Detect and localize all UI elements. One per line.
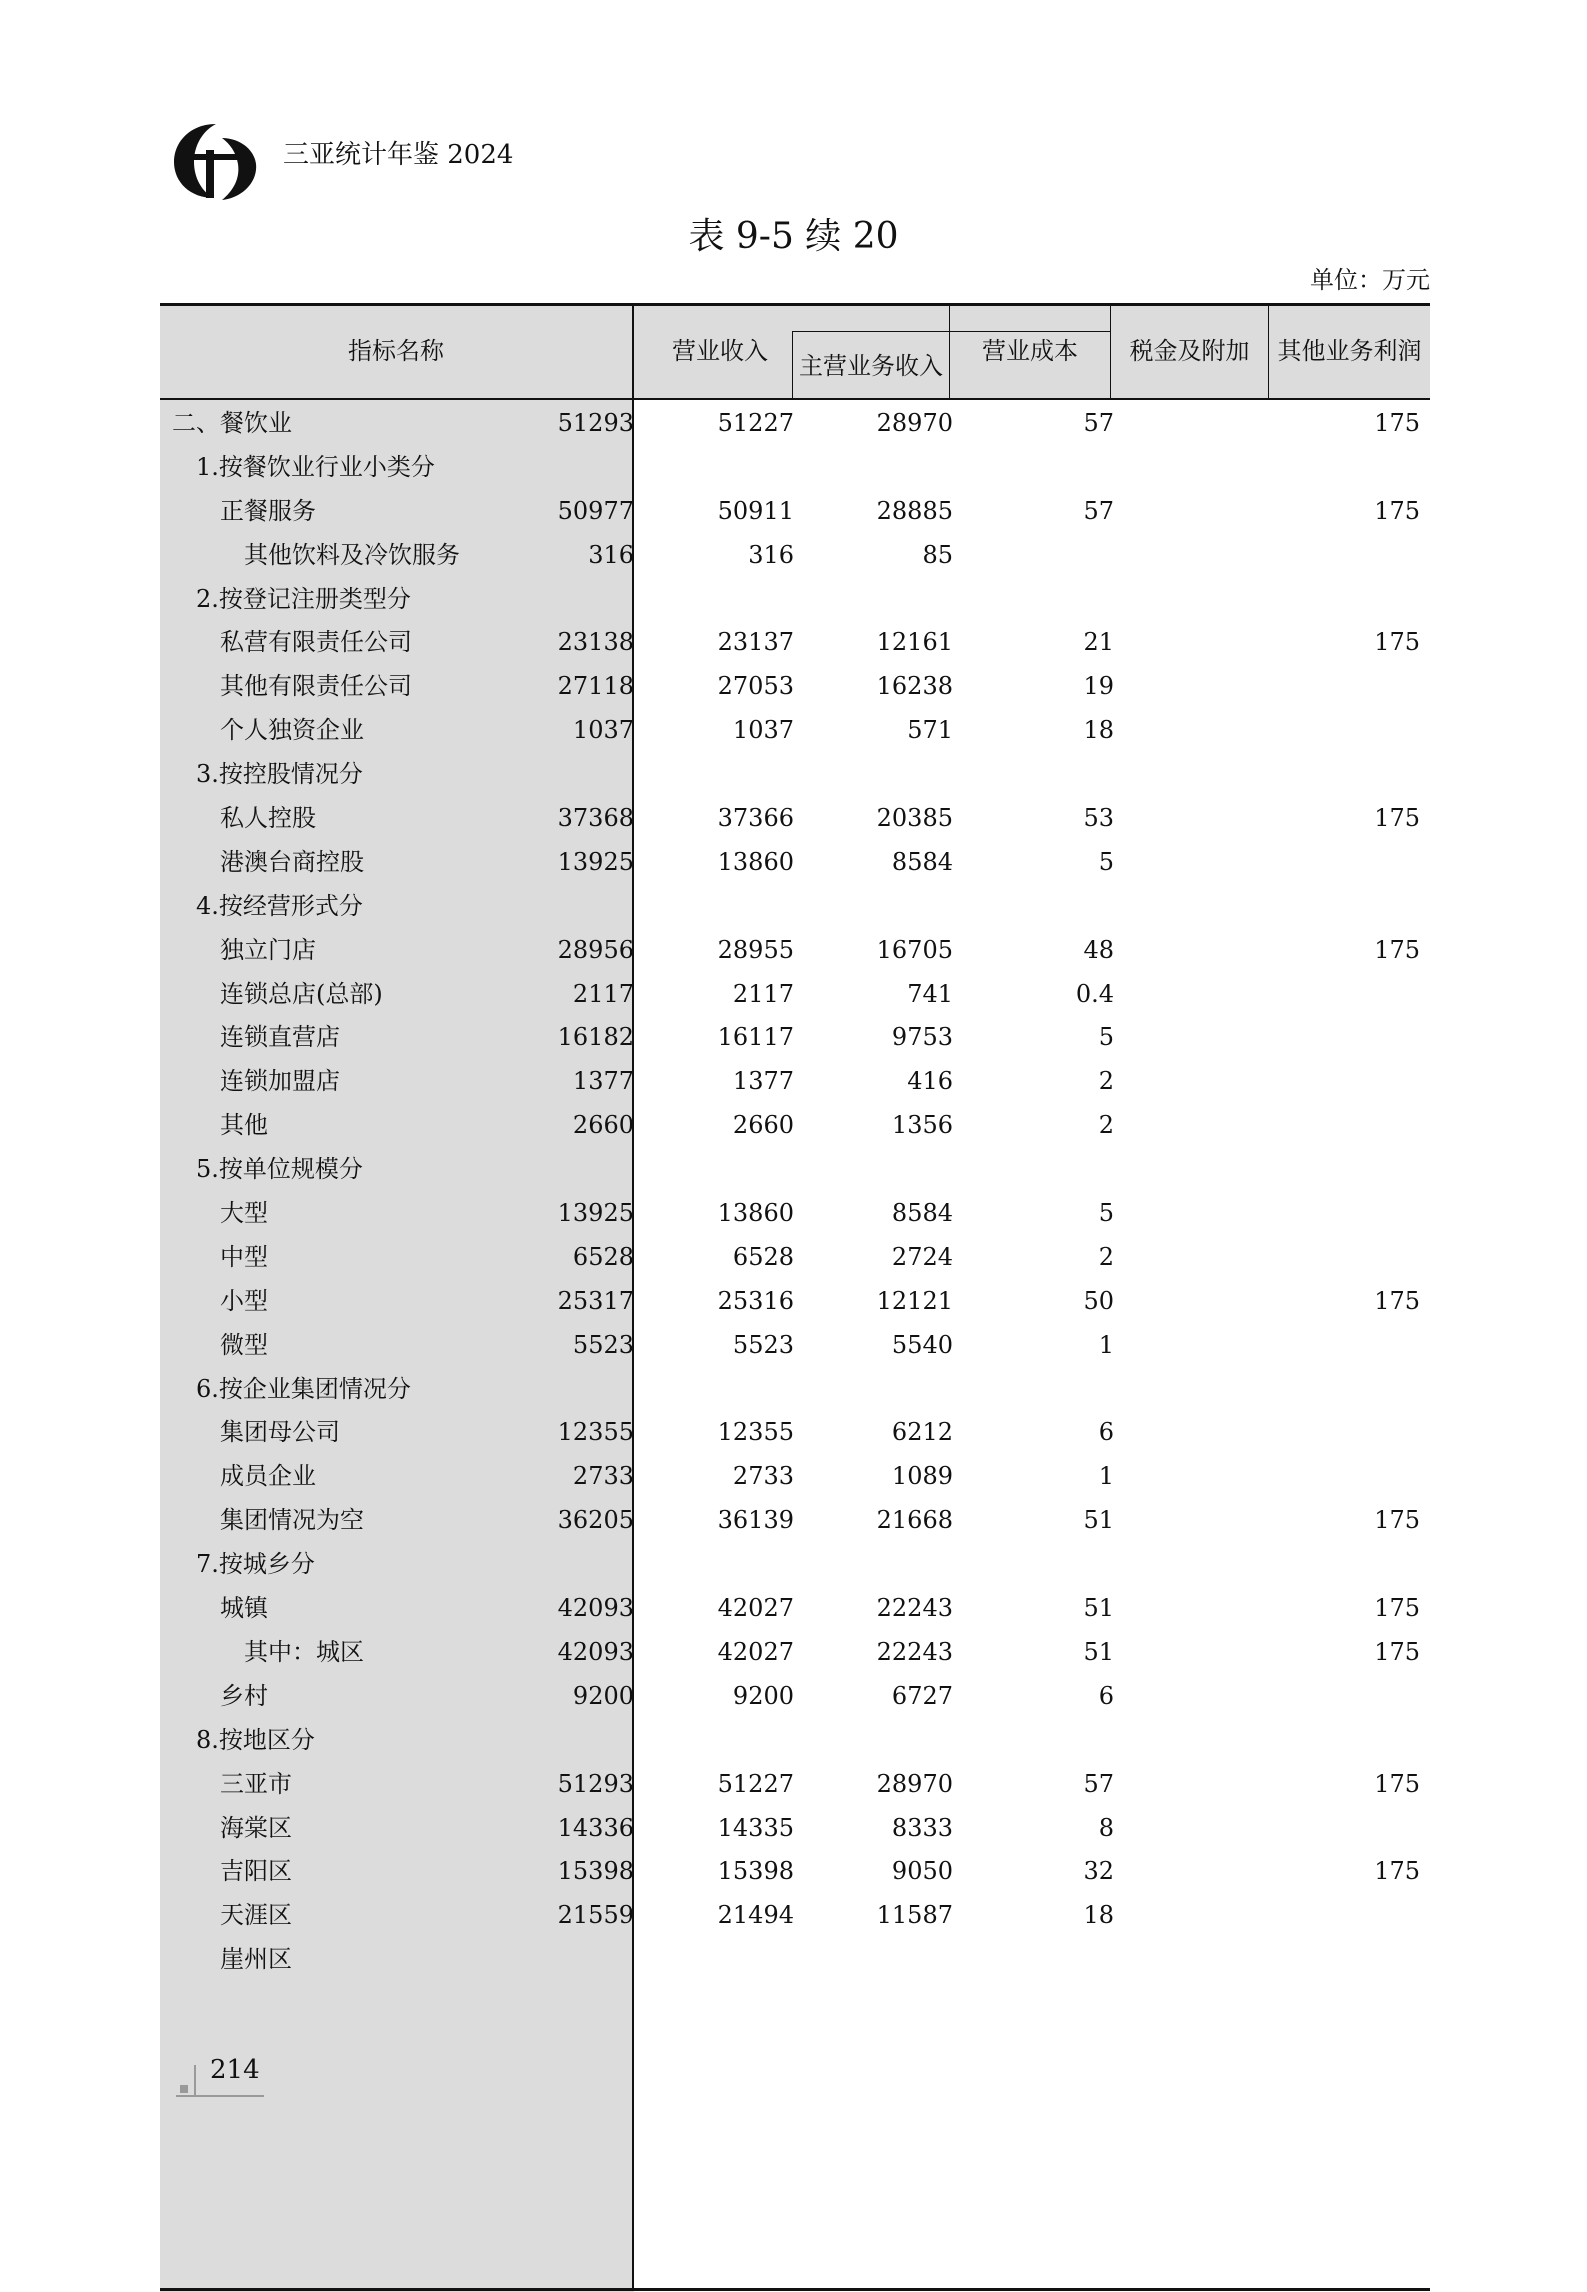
table-row — [160, 1629, 1430, 1673]
cell-value: 2117 — [732, 979, 794, 1008]
table-title: 表 9-5 续 20 — [688, 216, 899, 257]
row-label: 三亚市 — [220, 1769, 292, 1798]
cell-value: 2 — [1098, 1111, 1114, 1140]
cell-value: 5 — [1098, 1199, 1114, 1228]
row-label: 微型 — [220, 1330, 268, 1359]
table-top-rule — [160, 303, 1430, 306]
cell-value: 5540 — [891, 1330, 953, 1359]
table-row — [160, 1892, 1430, 1936]
cell-value: 5523 — [732, 1330, 794, 1359]
row-label: 二、餐饮业 — [172, 409, 292, 437]
cell-value: 14335 — [717, 1813, 794, 1842]
cell-value: 12355 — [717, 1418, 794, 1447]
header-other-profit: 其他业务利润 — [1277, 337, 1422, 365]
cell-value: 22243 — [876, 1637, 953, 1666]
table-row — [160, 1453, 1430, 1497]
cell-value: 2117 — [572, 979, 634, 1008]
cell-value: 6 — [1098, 1681, 1114, 1710]
table-row — [160, 1717, 1430, 1761]
cell-value: 6 — [1098, 1418, 1114, 1447]
cell-value: 21 — [1083, 628, 1114, 657]
table-row — [160, 1761, 1430, 1805]
cell-value: 28956 — [557, 935, 634, 964]
cell-value: 13860 — [717, 1199, 794, 1228]
cell-value: 57 — [1083, 1769, 1114, 1798]
cell-value: 37366 — [717, 804, 794, 833]
row-label: 其他饮料及冷饮服务 — [244, 540, 460, 569]
yearbook-logo-icon — [172, 120, 260, 202]
cell-value: 20385 — [876, 804, 953, 833]
cell-value: 50977 — [557, 496, 634, 525]
header-main-revenue: 主营业务收入 — [799, 352, 943, 380]
cell-value: 5 — [1098, 847, 1114, 876]
cell-value: 316 — [588, 540, 634, 569]
cell-value: 1 — [1098, 1330, 1114, 1359]
row-label: 7.按城乡分 — [196, 1550, 315, 1579]
row-label: 连锁直营店 — [220, 1023, 340, 1052]
row-label: 正餐服务 — [220, 496, 316, 525]
cell-value: 25316 — [717, 1286, 794, 1315]
cell-value: 2660 — [572, 1111, 634, 1140]
cell-value: 9050 — [891, 1857, 953, 1886]
cell-value: 8 — [1098, 1813, 1114, 1842]
cell-value: 9200 — [732, 1681, 794, 1710]
cell-value: 23137 — [717, 628, 794, 657]
header-cost: 营业成本 — [982, 337, 1078, 365]
row-label: 集团情况为空 — [220, 1506, 364, 1535]
cell-value: 571 — [907, 716, 953, 745]
cell-value: 13925 — [557, 1199, 634, 1228]
cell-value: 6528 — [572, 1242, 634, 1271]
row-label: 连锁加盟店 — [220, 1067, 340, 1096]
cell-value: 48 — [1083, 935, 1114, 964]
row-label: 其中：城区 — [244, 1637, 364, 1666]
row-label: 城镇 — [220, 1594, 268, 1623]
table-row — [160, 707, 1430, 751]
table-row — [160, 1058, 1430, 1102]
cell-value: 15398 — [717, 1857, 794, 1886]
table-row — [160, 1673, 1430, 1717]
table-row — [160, 1409, 1430, 1453]
cell-value: 36205 — [557, 1506, 634, 1535]
table-row — [160, 795, 1430, 839]
cell-value: 13860 — [717, 847, 794, 876]
table-row — [160, 576, 1430, 620]
cell-value: 1377 — [732, 1067, 794, 1096]
row-label: 6.按企业集团情况分 — [196, 1374, 411, 1403]
cell-value: 14336 — [557, 1813, 634, 1842]
table-row — [160, 1585, 1430, 1629]
row-label: 8.按地区分 — [196, 1725, 315, 1754]
table-row — [160, 1190, 1430, 1234]
row-label: 天涯区 — [220, 1901, 292, 1930]
cell-value: 42027 — [717, 1637, 794, 1666]
table-row — [160, 532, 1430, 576]
table-row — [160, 839, 1430, 883]
page-number: 214 — [210, 2055, 260, 2085]
row-label: 小型 — [220, 1286, 268, 1315]
row-label: 集团母公司 — [220, 1418, 340, 1447]
row-label: 大型 — [220, 1199, 268, 1228]
cell-value: 27118 — [557, 672, 634, 701]
cell-value: 175 — [1374, 1769, 1420, 1798]
cell-value: 5523 — [572, 1330, 634, 1359]
cell-value: 12161 — [876, 628, 953, 657]
row-label: 4.按经营形式分 — [196, 891, 363, 920]
cell-value: 2 — [1098, 1067, 1114, 1096]
table-row — [160, 619, 1430, 663]
cell-value: 2733 — [572, 1462, 634, 1491]
cell-value: 36139 — [717, 1506, 794, 1535]
header-revenue: 营业收入 — [672, 337, 768, 365]
cell-value: 57 — [1083, 496, 1114, 525]
cell-value: 19 — [1083, 672, 1114, 701]
header-name: 指标名称 — [348, 337, 444, 365]
cell-value: 23138 — [557, 628, 634, 657]
cell-value: 741 — [907, 979, 953, 1008]
cell-value: 1 — [1098, 1462, 1114, 1491]
cell-value: 28885 — [876, 496, 953, 525]
table-row — [160, 1366, 1430, 1410]
cell-value: 16117 — [717, 1023, 794, 1052]
cell-value: 175 — [1374, 1286, 1420, 1315]
cell-value: 16182 — [557, 1023, 634, 1052]
cell-value: 51293 — [557, 409, 634, 437]
table-row — [160, 1146, 1430, 1190]
book-title: 三亚统计年鉴 2024 — [283, 140, 514, 170]
cell-value: 25317 — [557, 1286, 634, 1315]
row-label: 连锁总店(总部) — [220, 979, 383, 1008]
cell-value: 1377 — [572, 1067, 634, 1096]
cell-value: 5 — [1098, 1023, 1114, 1052]
cell-value: 22243 — [876, 1594, 953, 1623]
cell-value: 416 — [907, 1067, 953, 1096]
table-body — [160, 400, 1430, 1980]
row-label: 其他 — [220, 1111, 268, 1140]
cell-value: 6727 — [891, 1681, 953, 1710]
table-bottom-rule — [160, 2288, 1430, 2291]
cell-value: 32 — [1083, 1857, 1114, 1886]
row-label: 2.按登记注册类型分 — [196, 584, 411, 613]
row-label: 其他有限责任公司 — [220, 672, 412, 701]
cell-value: 1356 — [891, 1111, 953, 1140]
cell-value: 2733 — [732, 1462, 794, 1491]
row-label: 中型 — [220, 1242, 268, 1271]
cell-value: 175 — [1374, 1506, 1420, 1535]
table-row — [160, 1497, 1430, 1541]
subheader-rule — [792, 331, 1110, 332]
table-row — [160, 1278, 1430, 1322]
table-row — [160, 400, 1430, 444]
cell-value: 175 — [1374, 935, 1420, 964]
cell-value: 16238 — [876, 672, 953, 701]
cell-value: 42093 — [557, 1637, 634, 1666]
cell-value: 21668 — [876, 1506, 953, 1535]
table-row — [160, 751, 1430, 795]
table-row — [160, 488, 1430, 532]
table-row — [160, 1014, 1430, 1058]
row-label: 港澳台商控股 — [220, 847, 364, 876]
cell-value: 16705 — [876, 935, 953, 964]
cell-value: 1037 — [572, 716, 634, 745]
cell-value: 9200 — [572, 1681, 634, 1710]
cell-value: 175 — [1374, 1857, 1420, 1886]
cell-value: 57 — [1083, 409, 1114, 437]
header-tax: 税金及附加 — [1129, 337, 1250, 365]
row-label: 5.按单位规模分 — [196, 1155, 363, 1184]
cell-value: 2660 — [732, 1111, 794, 1140]
row-label: 3.按控股情况分 — [196, 760, 363, 789]
cell-value: 175 — [1374, 1637, 1420, 1666]
cell-value: 175 — [1374, 409, 1420, 437]
cell-value: 42093 — [557, 1594, 634, 1623]
cell-value: 8584 — [891, 1199, 953, 1228]
table-row — [160, 444, 1430, 488]
cell-value: 37368 — [557, 804, 634, 833]
cell-value: 28970 — [876, 1769, 953, 1798]
table-row — [160, 883, 1430, 927]
row-label: 成员企业 — [220, 1462, 316, 1491]
cell-value: 51 — [1083, 1506, 1114, 1535]
cell-value: 50 — [1083, 1286, 1114, 1315]
unit-label: 单位：万元 — [1310, 266, 1430, 294]
row-label: 崖州区 — [220, 1945, 292, 1974]
cell-value: 27053 — [717, 672, 794, 701]
cell-value: 51293 — [557, 1769, 634, 1798]
cell-value: 2724 — [891, 1242, 953, 1271]
table-row — [160, 1234, 1430, 1278]
row-label: 吉阳区 — [220, 1857, 292, 1886]
table-row — [160, 1322, 1430, 1366]
cell-value: 2 — [1098, 1242, 1114, 1271]
cell-value: 51227 — [717, 1769, 794, 1798]
table-row — [160, 971, 1430, 1015]
table-row — [160, 927, 1430, 971]
row-label: 1.按餐饮业行业小类分 — [196, 452, 435, 481]
cell-value: 6212 — [891, 1418, 953, 1447]
cell-value: 51 — [1083, 1637, 1114, 1666]
cell-value: 1089 — [891, 1462, 953, 1491]
row-label: 乡村 — [220, 1681, 268, 1710]
row-label: 私人控股 — [220, 804, 316, 833]
cell-value: 85 — [922, 540, 953, 569]
cell-value: 13925 — [557, 847, 634, 876]
cell-value: 11587 — [876, 1901, 953, 1930]
cell-value: 21494 — [717, 1901, 794, 1930]
cell-value: 175 — [1374, 804, 1420, 833]
table-row — [160, 1541, 1430, 1585]
cell-value: 53 — [1083, 804, 1114, 833]
row-label: 个人独资企业 — [220, 716, 364, 745]
cell-value: 8333 — [891, 1813, 953, 1842]
cell-value: 6528 — [732, 1242, 794, 1271]
cell-value: 42027 — [717, 1594, 794, 1623]
table-row — [160, 1848, 1430, 1892]
table-row — [160, 1936, 1430, 1980]
cell-value: 50911 — [717, 496, 794, 525]
cell-value: 51227 — [717, 409, 794, 437]
cell-value: 316 — [748, 540, 794, 569]
cell-value: 15398 — [557, 1857, 634, 1886]
cell-value: 21559 — [557, 1901, 634, 1930]
cell-value: 28970 — [876, 409, 953, 437]
row-label: 海棠区 — [220, 1813, 292, 1842]
cell-value: 1037 — [732, 716, 794, 745]
cell-value: 9753 — [891, 1023, 953, 1052]
row-label: 私营有限责任公司 — [220, 628, 412, 657]
cell-value: 0.4 — [1075, 979, 1114, 1008]
row-label: 独立门店 — [220, 935, 316, 964]
table-row — [160, 663, 1430, 707]
cell-value: 18 — [1083, 716, 1114, 745]
cell-value: 12355 — [557, 1418, 634, 1447]
cell-value: 8584 — [891, 847, 953, 876]
cell-value: 175 — [1374, 496, 1420, 525]
cell-value: 28955 — [717, 935, 794, 964]
cell-value: 175 — [1374, 628, 1420, 657]
cell-value: 18 — [1083, 1901, 1114, 1930]
table-row — [160, 1102, 1430, 1146]
cell-value: 51 — [1083, 1594, 1114, 1623]
table-row — [160, 1805, 1430, 1849]
cell-value: 12121 — [876, 1286, 953, 1315]
cell-value: 175 — [1374, 1594, 1420, 1623]
